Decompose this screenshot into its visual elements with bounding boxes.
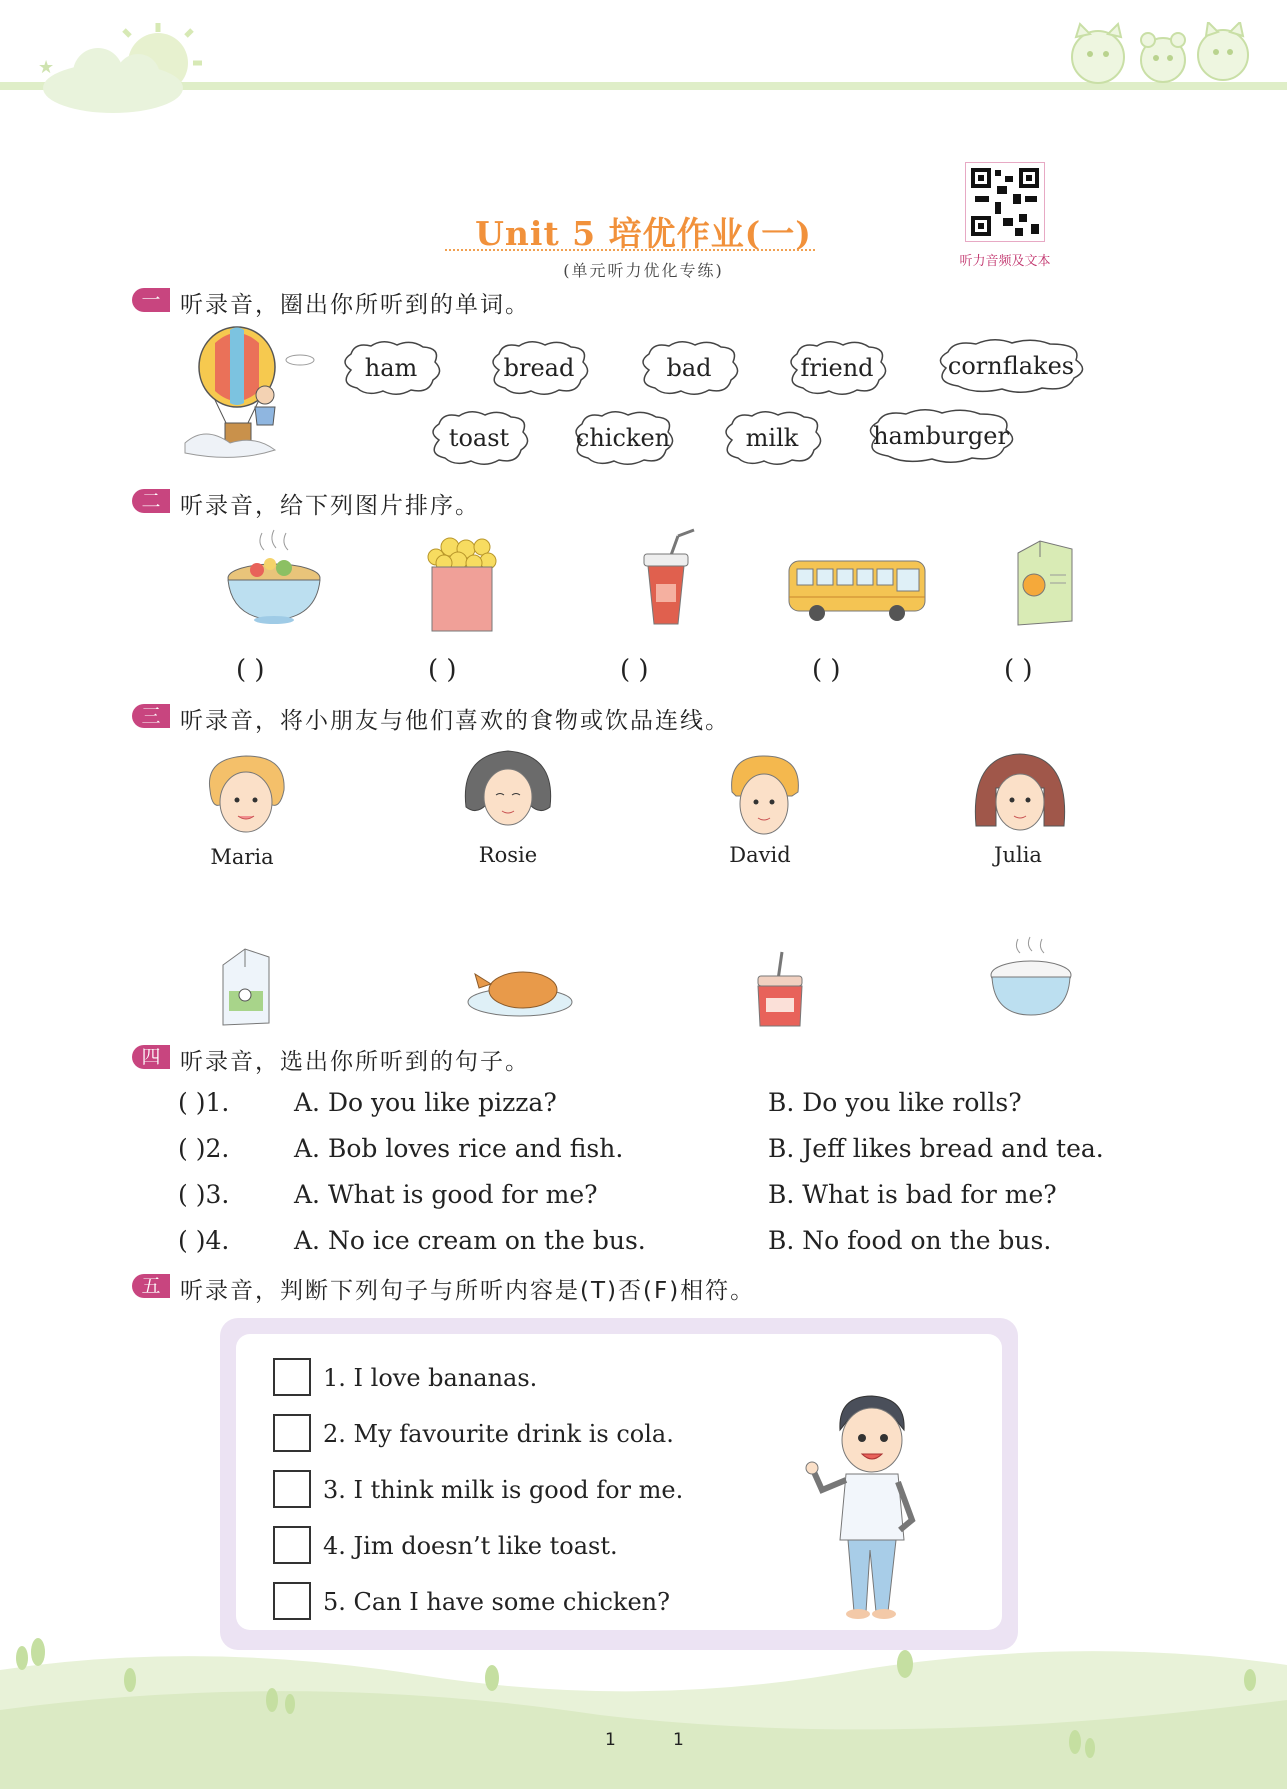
animal-friends-icon (1058, 22, 1258, 87)
qr-caption: 听力音频及文本 (959, 254, 1051, 269)
david-face-icon[interactable] (722, 750, 806, 842)
page-subtitle: (单元听力优化专练) (563, 261, 724, 280)
q4-item-3-option-b: B. What is bad for me? (768, 1180, 1057, 1209)
bus-icon (785, 553, 930, 628)
word-chicken: chicken (575, 424, 671, 452)
qr-code-icon[interactable] (965, 162, 1045, 242)
tf-answer-box-1[interactable] (273, 1358, 311, 1396)
order-blank-2[interactable]: ( ) (428, 655, 457, 685)
tf-statement-5: 5. Can I have some chicken? (323, 1588, 670, 1616)
section1-number: 一 (132, 288, 170, 312)
section5-number: 五 (132, 1274, 170, 1298)
section2-number: 二 (132, 489, 170, 513)
word-cloud-toast[interactable] (425, 410, 533, 466)
word-friend: friend (800, 354, 874, 382)
word-cornflakes: cornflakes (947, 352, 1075, 380)
section4-number: 四 (132, 1045, 170, 1069)
tf-statement-4: 4. Jim doesn’t like toast. (323, 1532, 618, 1560)
page-number-right: 1 (673, 1730, 684, 1750)
word-cloud-milk[interactable] (718, 410, 826, 466)
word-cloud-cornflakes[interactable] (932, 338, 1090, 394)
kid-name-rosie: Rosie (478, 843, 538, 867)
section1-instruction: 听录音，圈出你所听到的单词。 (180, 292, 530, 318)
order-blank-3[interactable]: ( ) (620, 655, 649, 685)
milk-carton-icon[interactable] (215, 945, 277, 1027)
kid-name-david: David (729, 843, 791, 867)
page-title: Unit 5 培优作业(一) (475, 214, 812, 253)
word-cloud-ham[interactable] (337, 340, 445, 396)
q4-item-2-number[interactable]: ( )2. (178, 1134, 230, 1163)
jam-jar-icon[interactable] (752, 950, 808, 1030)
kid-name-maria: Maria (210, 845, 274, 869)
word-ham: ham (364, 354, 418, 382)
section3-number: 三 (132, 704, 170, 728)
sun-cloud-icon (28, 18, 208, 118)
word-cloud-bread[interactable] (485, 340, 593, 396)
tf-answer-box-5[interactable] (273, 1582, 311, 1620)
word-toast: toast (448, 424, 510, 452)
tf-statement-2: 2. My favourite drink is cola. (323, 1420, 674, 1448)
q4-item-3-number[interactable]: ( )3. (178, 1180, 230, 1209)
boy-pointing-icon (800, 1390, 930, 1620)
tf-answer-box-2[interactable] (273, 1414, 311, 1452)
noodles-bowl-icon (222, 528, 326, 628)
word-cloud-hamburger[interactable] (862, 408, 1020, 464)
popcorn-icon (422, 535, 502, 633)
tf-statement-3: 3. I think milk is good for me. (323, 1476, 684, 1504)
tf-answer-box-4[interactable] (273, 1526, 311, 1564)
q4-item-1-option-a: A. Do you like pizza? (294, 1088, 557, 1117)
q4-item-4-option-a: A. No ice cream on the bus. (294, 1226, 646, 1255)
order-blank-1[interactable]: ( ) (236, 655, 265, 685)
section5-instruction: 听录音，判断下列句子与所听内容是(T)否(F)相符。 (180, 1278, 756, 1304)
roast-chicken-icon[interactable] (465, 960, 575, 1020)
word-milk: milk (745, 424, 799, 452)
drink-cup-icon (630, 528, 710, 628)
q4-item-1-number[interactable]: ( )1. (178, 1088, 230, 1117)
word-cloud-chicken[interactable] (568, 410, 678, 466)
svg-text:★: ★ (38, 57, 55, 78)
page-number-left: 1 (605, 1730, 616, 1750)
q4-item-4-number[interactable]: ( )4. (178, 1226, 230, 1255)
word-hamburger: hamburger (873, 422, 1009, 450)
word-bad: bad (666, 354, 712, 382)
word-cloud-bad[interactable] (635, 340, 743, 396)
tf-answer-box-3[interactable] (273, 1470, 311, 1508)
tf-statement-1: 1. I love bananas. (323, 1364, 538, 1392)
order-blank-4[interactable]: ( ) (812, 655, 841, 685)
julia-face-icon[interactable] (970, 748, 1070, 840)
q4-item-4-option-b: B. No food on the bus. (768, 1226, 1052, 1255)
section3-instruction: 听录音，将小朋友与他们喜欢的食物或饮品连线。 (180, 708, 730, 734)
q4-item-3-option-a: A. What is good for me? (294, 1180, 598, 1209)
kid-name-julia: Julia (994, 843, 1042, 867)
rosie-face-icon[interactable] (460, 745, 556, 837)
hot-air-balloon-icon (175, 325, 325, 470)
rice-bowl-icon[interactable] (988, 935, 1074, 1019)
title-underline (445, 249, 815, 251)
word-cloud-friend[interactable] (783, 340, 891, 396)
q4-item-2-option-b: B. Jeff likes bread and tea. (768, 1134, 1104, 1163)
maria-face-icon[interactable] (200, 750, 292, 842)
q4-item-1-option-b: B. Do you like rolls? (768, 1088, 1022, 1117)
section2-instruction: 听录音，给下列图片排序。 (180, 493, 480, 519)
juice-box-icon (1010, 535, 1078, 627)
order-blank-5[interactable]: ( ) (1004, 655, 1033, 685)
hills-background-icon (0, 1630, 1287, 1789)
q4-item-2-option-a: A. Bob loves rice and fish. (294, 1134, 624, 1163)
section4-instruction: 听录音，选出你所听到的句子。 (180, 1049, 530, 1075)
word-bread: bread (503, 354, 575, 382)
